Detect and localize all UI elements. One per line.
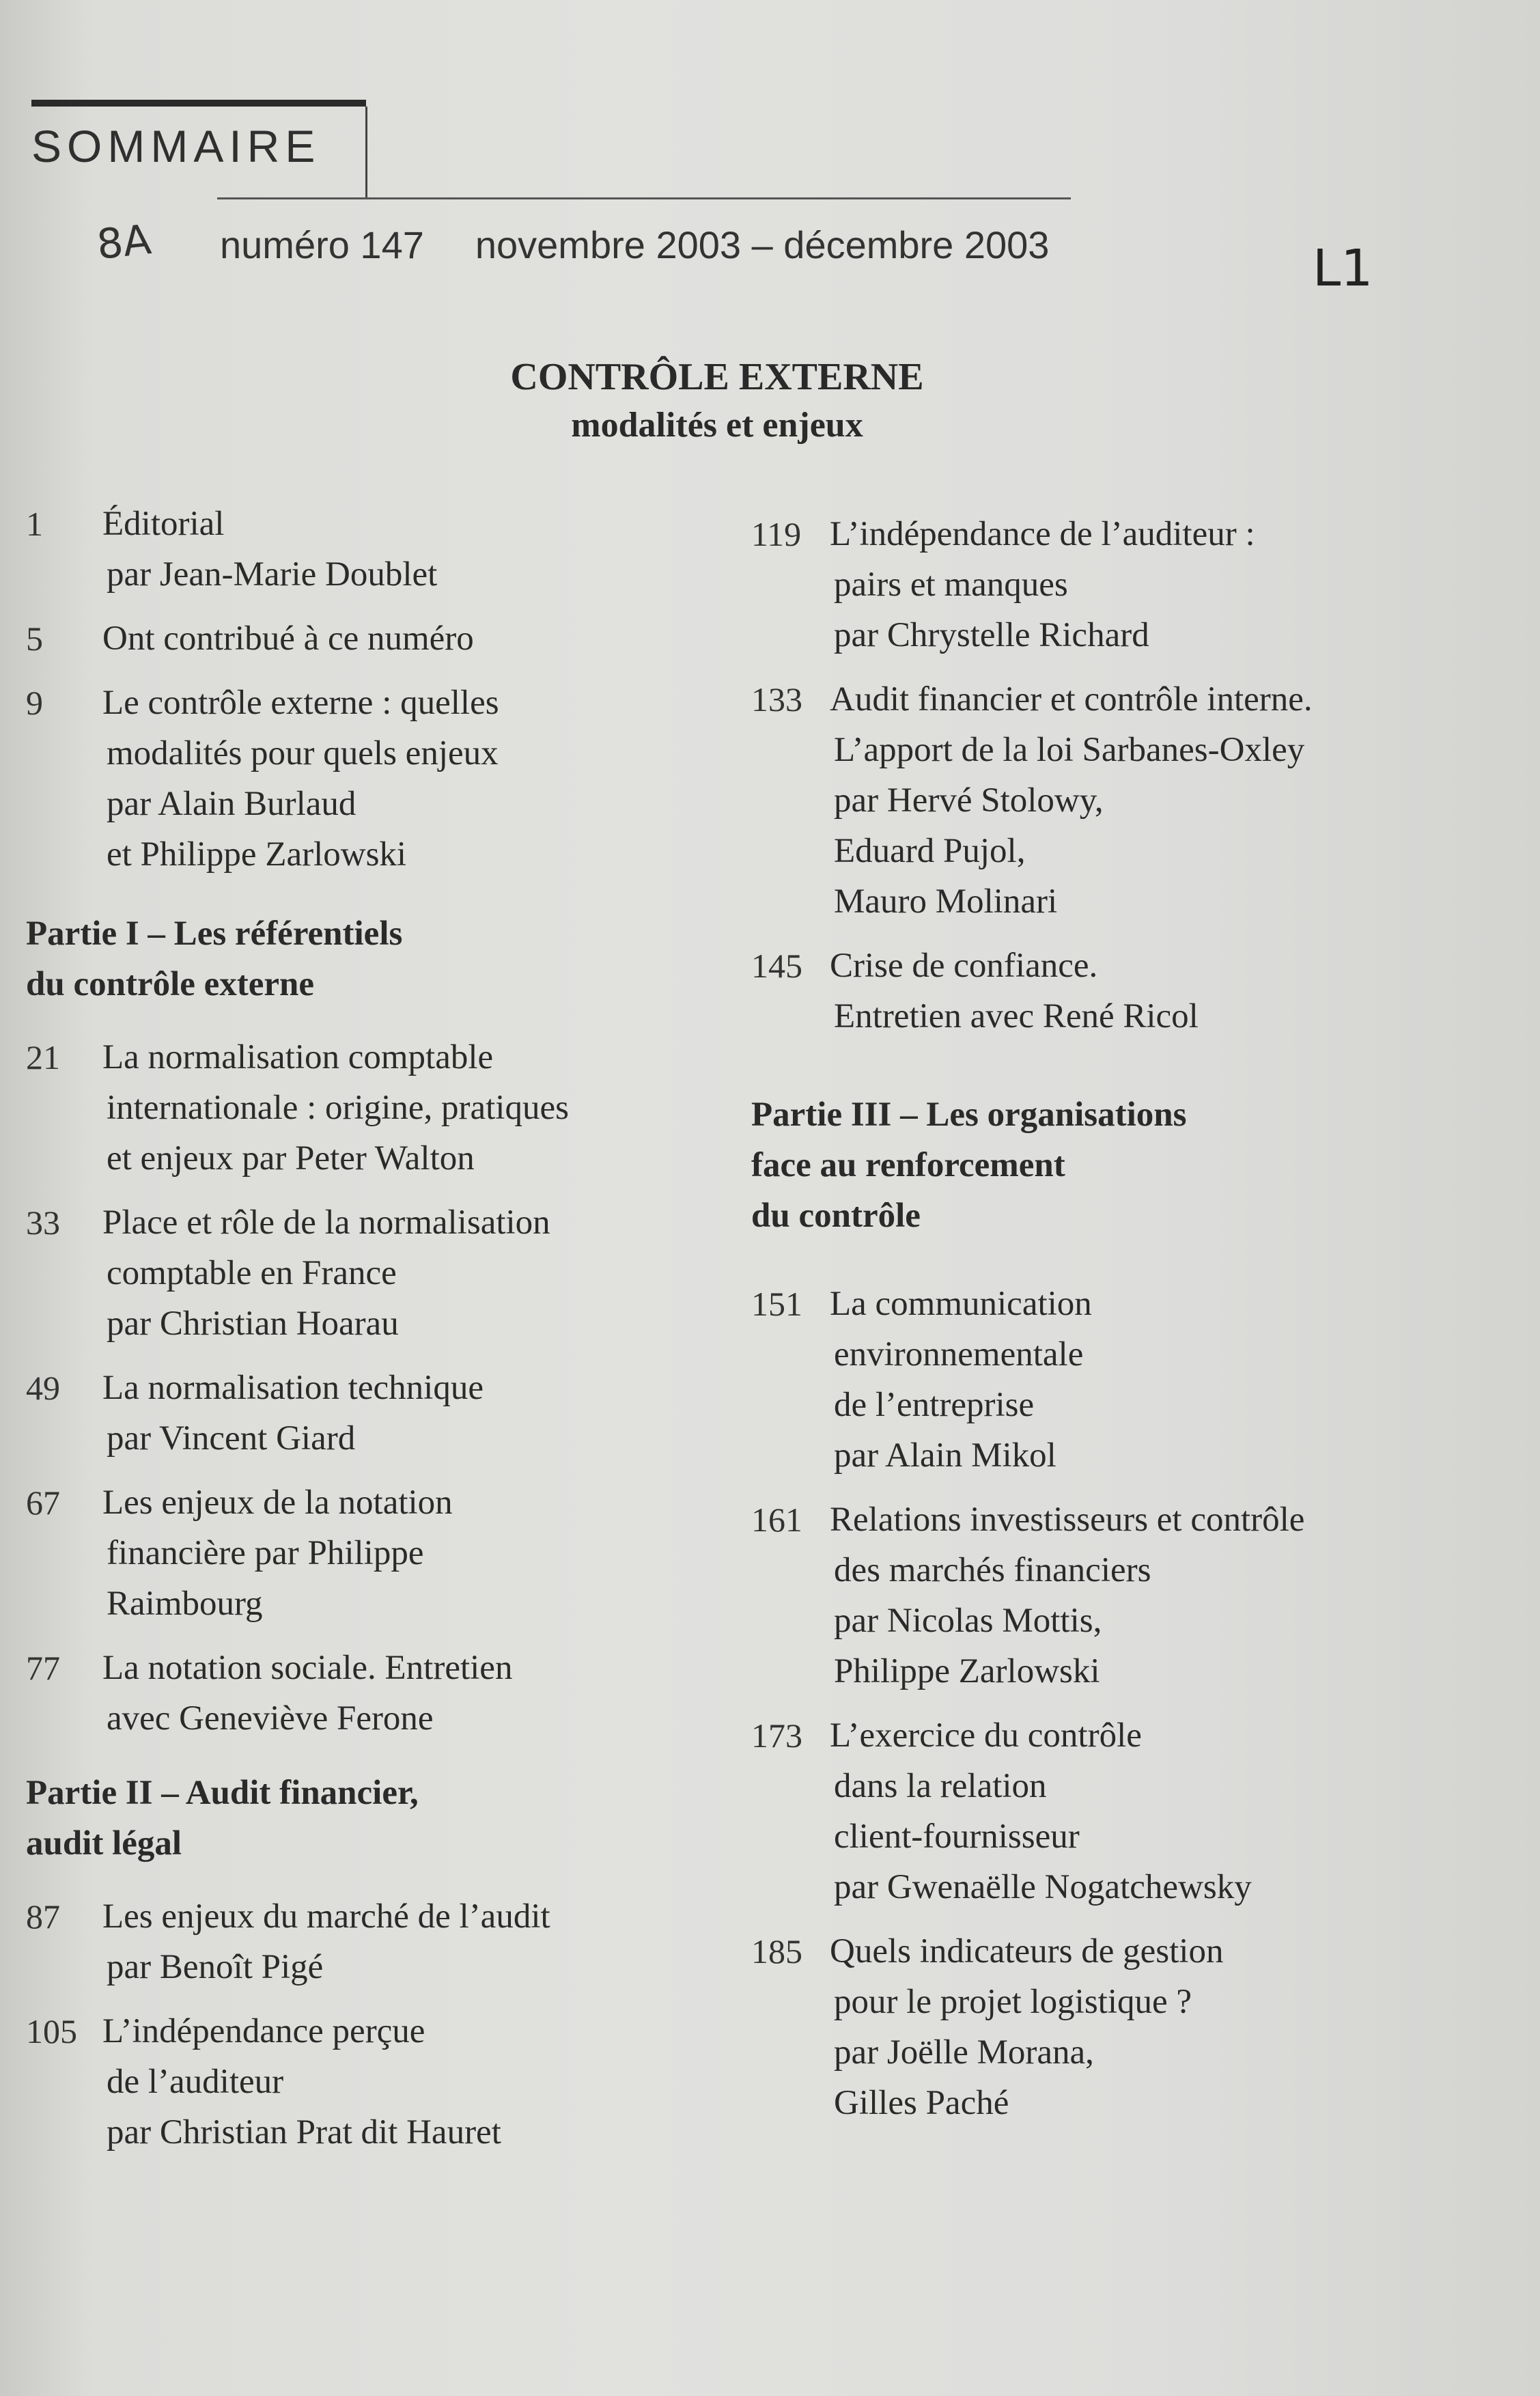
toc-entry — [26, 1197, 729, 1349]
toc-entry — [26, 1643, 729, 1744]
part3-heading — [751, 1089, 1509, 1241]
toc-entry-text — [102, 613, 729, 664]
toc-entry-line: comptable en France — [107, 1254, 397, 1292]
toc-entry-line: modalités pour quels enjeux — [107, 734, 499, 772]
toc-entry-line: Les enjeux de la notation — [102, 1483, 453, 1522]
toc-entry-line: de l’entreprise — [834, 1386, 1035, 1424]
toc-entry-line: Audit financier et contrôle interne. — [830, 680, 1313, 719]
toc-entry-text — [830, 1279, 1509, 1481]
toc-entry-text — [102, 1477, 729, 1629]
toc-entry-line: par Benoît Pigé — [107, 1948, 324, 1986]
toc-entry-line: Eduard Pujol, — [834, 832, 1026, 870]
toc-entry-text — [830, 509, 1509, 660]
toc-entry-line: La normalisation technique — [102, 1369, 484, 1407]
toc-entry-line: L’indépendance perçue — [102, 2012, 425, 2050]
toc-entry-text — [102, 499, 729, 600]
toc-entry-line: par Alain Burlaud — [107, 785, 356, 823]
toc-entry-line: La communication — [830, 1285, 1092, 1323]
header-underline-rule — [217, 197, 1071, 199]
toc-entry — [26, 678, 729, 880]
toc-entry-text — [830, 1710, 1509, 1912]
toc-entry — [26, 1363, 729, 1464]
part1-heading — [26, 908, 729, 1009]
toc-entry-line: internationale : origine, pratiques — [107, 1089, 569, 1127]
toc-page-number: 185 — [751, 1932, 802, 1970]
toc-entry-line: L’apport de la loi Sarbanes-Oxley — [834, 731, 1305, 769]
toc-entry-line: Crise de confiance. — [830, 947, 1098, 985]
theme-title: CONTRÔLE EXTERNE — [510, 356, 924, 398]
toc-entry-text — [830, 941, 1509, 1042]
toc-entry-line: par Chrystelle Richard — [834, 616, 1149, 654]
toc-page-number: 33 — [26, 1203, 60, 1242]
toc-entry-line: Entretien avec René Ricol — [834, 997, 1199, 1035]
toc-entry-line: des marchés financiers — [834, 1551, 1151, 1589]
toc-page-number: 49 — [26, 1369, 60, 1407]
toc-entry — [751, 509, 1509, 660]
toc-entry — [751, 1279, 1509, 1481]
toc-entry-line: L’indépendance de l’auditeur : — [830, 515, 1255, 553]
toc-page-number: 5 — [26, 619, 43, 658]
toc-entry-line: Quels indicateurs de gestion — [830, 1932, 1224, 1970]
toc-page-number: 133 — [751, 680, 802, 719]
toc-entry-text — [830, 1926, 1509, 2128]
toc-entry-line: par Joëlle Morana, — [834, 2033, 1094, 2072]
toc-entry-line: Philippe Zarlowski — [834, 1652, 1100, 1690]
handwritten-annotation-right: L1 — [1313, 239, 1373, 298]
left-intro-entries — [26, 499, 729, 880]
toc-page-number: 67 — [26, 1483, 60, 1522]
toc-page-number: 119 — [751, 515, 802, 553]
toc-entry-text — [102, 1363, 729, 1464]
toc-entry-line: par Nicolas Mottis, — [834, 1602, 1102, 1640]
toc-entry-line: de l’auditeur — [107, 2063, 284, 2101]
right-column — [751, 509, 1509, 2142]
toc-entry-line: Raimbourg — [107, 1585, 263, 1623]
toc-entry — [751, 941, 1509, 1042]
toc-entry-line: et Philippe Zarlowski — [107, 835, 407, 874]
part3-heading-line: du contrôle — [751, 1197, 921, 1235]
part2-heading — [26, 1768, 729, 1869]
toc-entry-line: financière par Philippe — [107, 1534, 424, 1572]
toc-entry-line: La notation sociale. Entretien — [102, 1649, 513, 1687]
toc-entry-line: et enjeux par Peter Walton — [107, 1139, 475, 1178]
toc-page-number: 151 — [751, 1285, 802, 1323]
toc-entry-line: Mauro Molinari — [834, 882, 1058, 921]
toc-entry-line: avec Geneviève Ferone — [107, 1699, 434, 1738]
toc-entry-text — [102, 678, 729, 880]
handwritten-annotation-left: 8A — [94, 216, 154, 269]
part3-heading-line: Partie III – Les organisations — [751, 1096, 1187, 1134]
part3-entries — [751, 1279, 1509, 2128]
part2-entries — [26, 1891, 729, 2158]
toc-entry-text — [830, 1494, 1509, 1697]
part3-heading-line: face au renforcement — [751, 1146, 1065, 1184]
toc-entry-line: Place et rôle de la normalisation — [102, 1203, 550, 1242]
issue-line — [220, 223, 1049, 267]
toc-entry-line: par Gwenaëlle Nogatchewsky — [834, 1868, 1252, 1906]
toc-page-number: 105 — [26, 2012, 77, 2050]
toc-entry-line: par Hervé Stolowy, — [834, 781, 1104, 820]
toc-entry — [26, 1032, 729, 1184]
toc-entry-line: par Jean-Marie Doublet — [107, 555, 438, 594]
toc-entry-text — [102, 1643, 729, 1744]
toc-page-number: 21 — [26, 1038, 60, 1076]
toc-entry — [26, 2006, 729, 2158]
part2-heading-line: Partie II – Audit financier, — [26, 1774, 419, 1812]
toc-entry — [751, 1710, 1509, 1912]
toc-entry-text — [830, 674, 1509, 927]
toc-entry — [751, 1926, 1509, 2128]
toc-entry-text — [102, 2006, 729, 2158]
part1-entries — [26, 1032, 729, 1744]
toc-entry-line: par Christian Prat dit Hauret — [107, 2113, 501, 2151]
toc-entry-line: La normalisation comptable — [102, 1038, 494, 1076]
issue-number: numéro 147 — [220, 223, 424, 266]
part1-heading-line: Partie I – Les référentiels — [26, 915, 403, 953]
toc-page-number: 87 — [26, 1897, 60, 1936]
toc-entry-line: Éditorial — [102, 505, 225, 543]
toc-entry — [26, 1477, 729, 1629]
toc-entry-text — [102, 1891, 729, 1992]
toc-entry-text — [102, 1197, 729, 1349]
toc-entry-line: client-fournisseur — [834, 1817, 1080, 1856]
issue-dates: novembre 2003 – décembre 2003 — [475, 223, 1050, 266]
toc-page-number: 77 — [26, 1649, 60, 1687]
section-label: SOMMAIRE — [31, 121, 321, 171]
toc-entry-line: L’exercice du contrôle — [830, 1716, 1142, 1755]
toc-entry-line: pairs et manques — [834, 566, 1068, 604]
part1-heading-line: du contrôle externe — [26, 965, 315, 1003]
toc-page-number: 145 — [751, 947, 802, 985]
toc-page-number: 161 — [751, 1501, 802, 1539]
toc-entry — [26, 613, 729, 664]
header-vertical-rule — [365, 107, 367, 199]
toc-entry-line: environnementale — [834, 1335, 1084, 1374]
toc-entry — [751, 1494, 1509, 1697]
toc-entry-line: par Alain Mikol — [834, 1436, 1056, 1475]
toc-entry — [26, 1891, 729, 1992]
toc-page-number: 1 — [26, 505, 43, 543]
toc-entry-line: par Vincent Giard — [107, 1419, 356, 1458]
toc-entry-line: Le contrôle externe : quelles — [102, 684, 499, 722]
toc-entry-line: par Christian Hoarau — [107, 1305, 399, 1343]
toc-entry-line: Les enjeux du marché de l’audit — [102, 1897, 550, 1936]
toc-entry-line: Ont contribué à ce numéro — [102, 619, 474, 658]
theme-subtitle: modalités et enjeux — [571, 406, 863, 445]
toc-entry-line: Gilles Paché — [834, 2084, 1009, 2122]
toc-entry-text — [102, 1032, 729, 1184]
toc-entry-line: pour le projet logistique ? — [834, 1983, 1192, 2021]
toc-entry-line: Relations investisseurs et contrôle — [830, 1501, 1305, 1539]
left-column — [26, 499, 729, 2171]
toc-page-number: 173 — [751, 1716, 802, 1755]
toc-entry — [751, 674, 1509, 927]
toc-page-number: 9 — [26, 684, 43, 722]
header-top-rule — [31, 100, 366, 107]
toc-entry-line: dans la relation — [834, 1767, 1047, 1805]
right-intro-entries — [751, 509, 1509, 1042]
part2-heading-line: audit légal — [26, 1824, 182, 1863]
toc-entry — [26, 499, 729, 600]
